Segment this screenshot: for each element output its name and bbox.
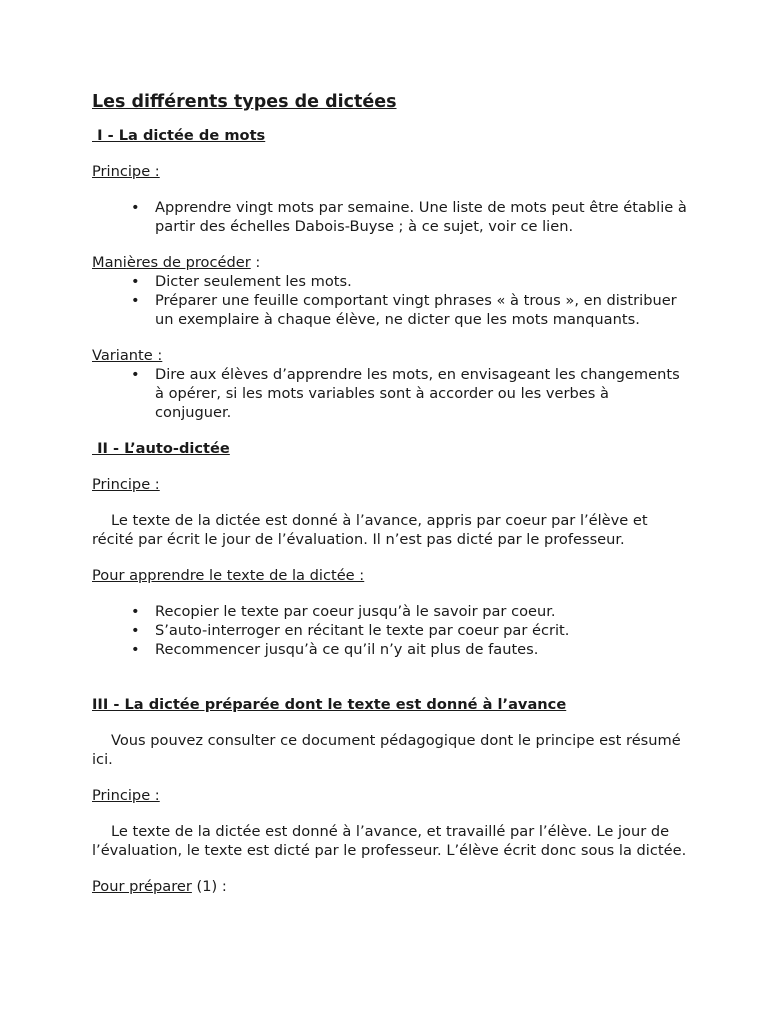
bullet-icon: • [131,199,140,216]
section-3-principe-paragraph: Le texte de la dictée est donné à l’avance, et travaillé par l’élève. Le jour de l’évaluation, le texte est dicté par le professeur. L’élève écrit donc sous la dictée. [92,823,687,859]
section-2-apprendre-list [92,602,688,659]
preparer-label-text: Pour préparer [92,878,192,895]
section-3-principe-label [92,786,688,805]
section-1-principe-label [92,162,688,181]
document-page [92,90,688,913]
section-3-preparer-label [92,877,688,896]
section-3-title: III - La dictée préparée dont le texte est donné à l’avance [92,696,567,713]
list-item [131,640,688,659]
section-1-manieres-label [92,253,688,272]
list-item [131,272,688,291]
preparer-label-suffix: (1) : [191,878,227,895]
spacer [92,676,688,695]
list-item-text: Préparer une feuille comportant vingt phrases « à trous », en distribuer un exemplaire à chaque élève, ne dicter que les mots manquants. [155,292,677,328]
bullet-icon: • [131,292,140,309]
list-item-text: Recommencer jusqu’à ce qu’il n’y ait plus de fautes. [155,641,539,658]
bullet-icon: • [131,366,140,383]
principe-label-text: Principe : [92,476,160,493]
list-item [131,365,688,422]
list-item-text: Dicter seulement les mots. [155,273,352,290]
manieres-label-text: Manières de procéder [92,254,251,271]
section-3-intro-paragraph: Vous pouvez consulter ce document pédagogique dont le principe est résumé ici. [92,732,681,768]
bullet-icon: • [131,622,140,639]
manieres-label-suffix: : [250,254,261,271]
list-item-text: Apprendre vingt mots par semaine. Une liste de mots peut être établie à partir des échelles Dabois-Buyse ; à ce sujet, voir ce lien. [155,199,687,235]
list-item [131,198,688,236]
bullet-icon: • [131,273,140,290]
list-item [131,621,688,640]
section-1-manieres-list [92,272,688,329]
list-item [131,291,688,329]
section-2-principe-label [92,475,688,494]
principe-label-text: Principe : [92,163,160,180]
document-title: Les différents types de dictées [92,92,397,112]
section-1-variante-list [92,365,688,422]
section-2-title: II - L’auto-dictée [92,440,230,457]
bullet-icon: • [131,603,140,620]
list-item [131,602,688,621]
list-item-text: Dire aux élèves d’apprendre les mots, en envisageant les changements à opérer, si les mots variables sont à accorder ou les verbes à conjuguer. [155,366,680,421]
section-1-title: I - La dictée de mots [92,127,266,144]
section-2-principe-paragraph: Le texte de la dictée est donné à l’avance, appris par coeur par l’élève et récité par écrit le jour de l’évaluation. Il n’est pas dicté par le professeur. [92,512,648,548]
principe-label-text: Principe : [92,787,160,804]
list-item-text: S’auto-interroger en récitant le texte par coeur par écrit. [155,622,570,639]
section-2-apprendre-label [92,566,688,585]
bullet-icon: • [131,641,140,658]
list-item-text: Recopier le texte par coeur jusqu’à le savoir par coeur. [155,603,556,620]
apprendre-label-text: Pour apprendre le texte de la dictée : [92,567,365,584]
variante-label-text: Variante : [92,347,163,364]
section-1-principe-list [92,198,688,236]
section-1-variante-label [92,346,688,365]
